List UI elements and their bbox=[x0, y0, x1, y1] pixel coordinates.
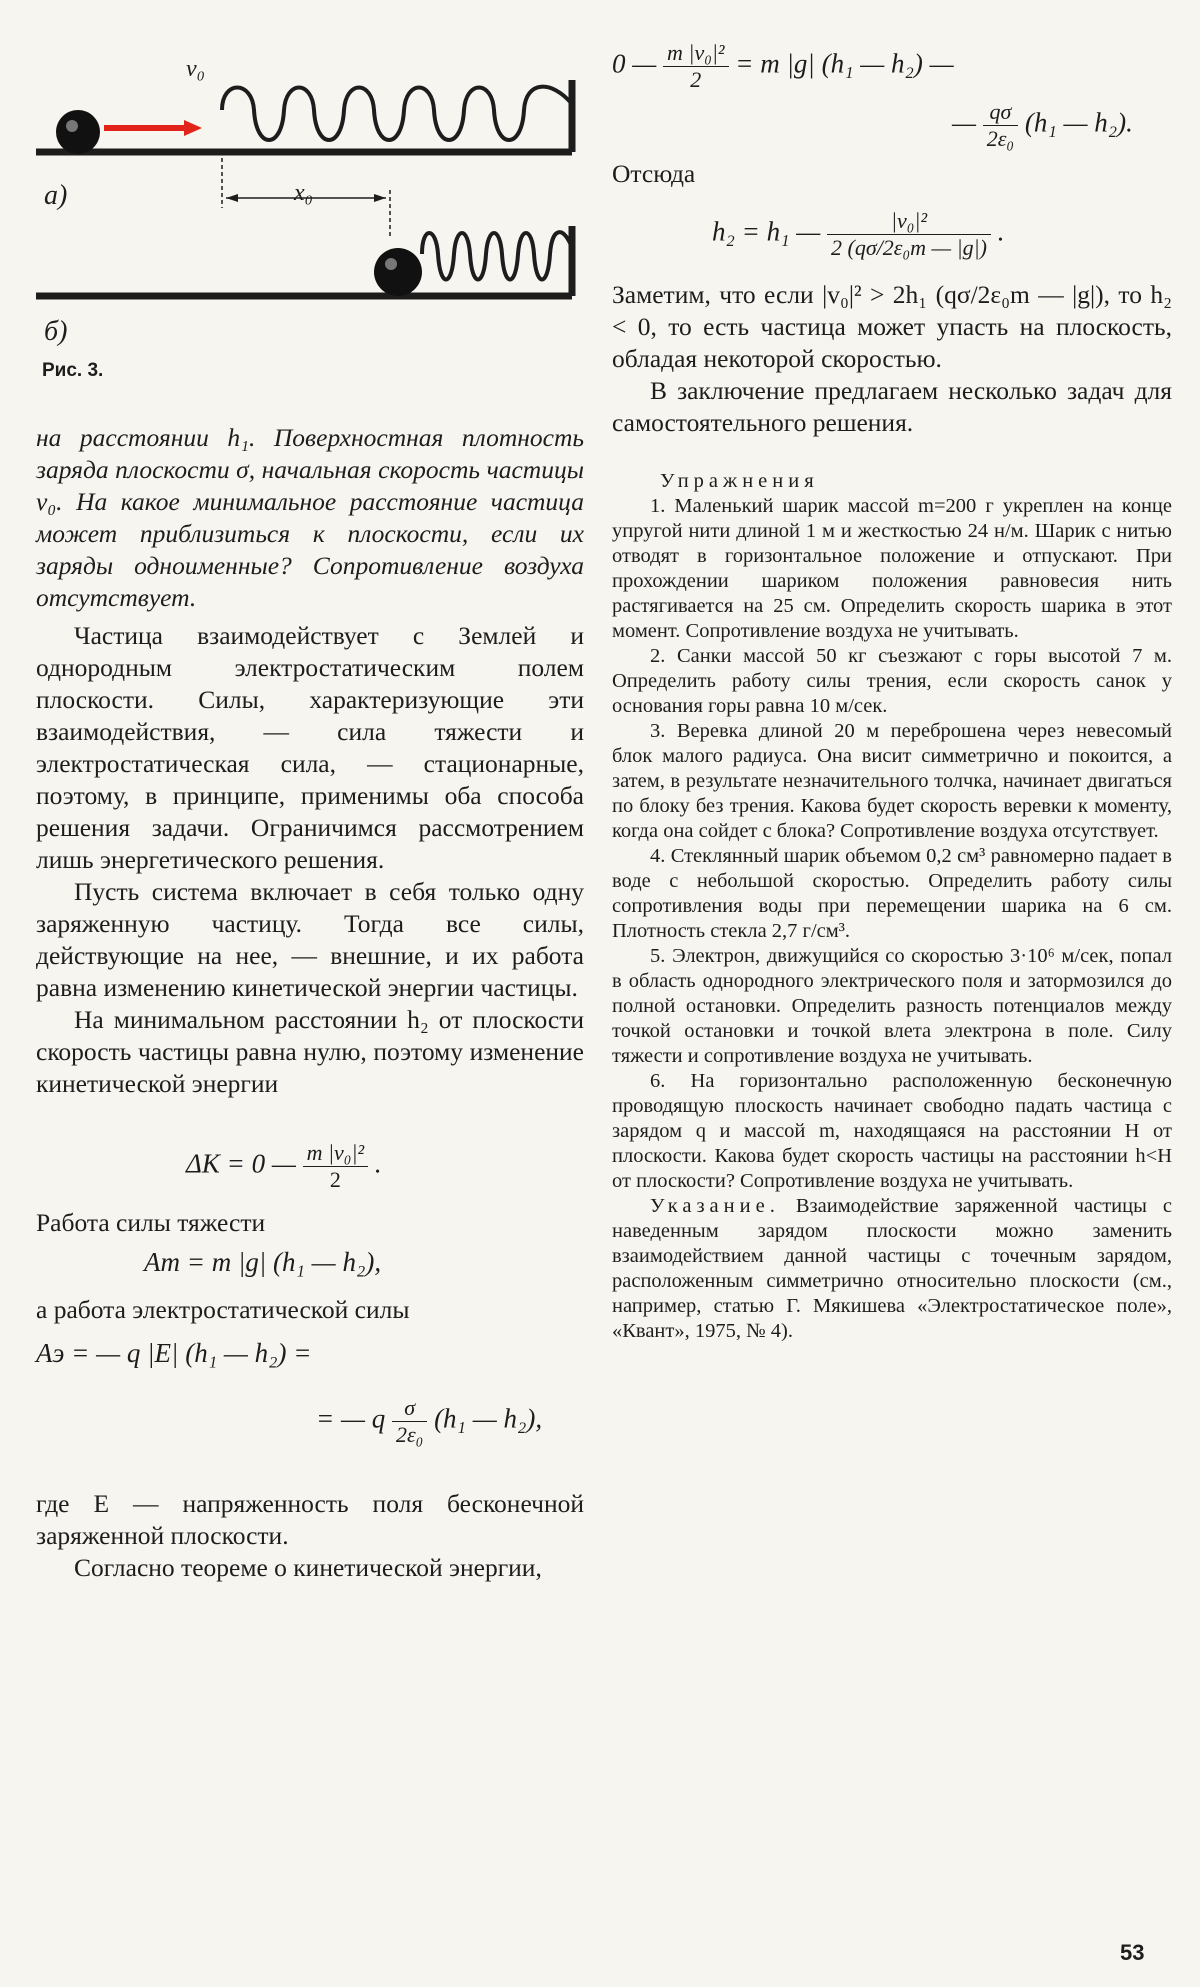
equation-gravity-work: Aт = m |g| (h₁ — h₂), bbox=[144, 1247, 382, 1277]
paragraph-1: Частица взаимодействует с Землей и однородным электростатическим полем плоскости. Силы, характеризующие эти взаимодействия, — сила тяжести и электростатическая сила, — стационарные, поэтому, в принципе, применимы оба способа решения задачи. Ограничимся рассмотрением лишь энергетического решения. bbox=[36, 621, 584, 874]
spring-a bbox=[222, 87, 572, 140]
paragraph-2: Пусть система включает в себя только одну заряженную частицу. Тогда все силы, действующие на нее, — внешние, и их работа равна изменению кинетической энергии частицы. bbox=[36, 877, 584, 1002]
equation-energy-theorem: 0 — $\frac{\text{m |v₀|²}}{2}$ = m |g| (h₁ — h₂) — bbox=[612, 40, 954, 92]
spring-b bbox=[422, 232, 572, 279]
paragraph-8: Заметим, что если |v₀|² > 2h₁ (qσ/2ε₀m — |g|), то h₂ < 0, то есть частица может упасть на плоскость, обладая некоторой скоростью. bbox=[612, 280, 1172, 373]
page-number: 53 bbox=[1120, 1940, 1145, 1965]
equation-delta-k: ΔK = 0 — $\frac{\text{m |v₀|²}}{2}$ . bbox=[186, 1140, 382, 1192]
ball-a bbox=[56, 110, 100, 154]
equation-h2: h₂ = h₁ — $\frac{\text{|v₀|²}}{\text{2 (qσ/2ε₀m — |g|)}}$ . bbox=[712, 208, 1005, 260]
paragraph-6: где E — напряженность поля бесконечной заряженной плоскости. bbox=[36, 1489, 584, 1550]
exercise-5: 5. Электрон, движущийся со скоростью 3·10⁶ м/сек, попал в область однородного электрического поля и затормозился до полной остановки. Определить разность потенциалов между точкой остановки и точкой влета электрона в поле. Силу тяжести и сопротивление воздуха не учитывать. bbox=[612, 945, 1172, 1067]
label-b: б) bbox=[44, 316, 68, 347]
equation-energy-theorem-2: — $\frac{q\sigma}{\text{2ε₀}}$ (h₁ — h₂). bbox=[952, 99, 1133, 151]
paragraph-7: Согласно теореме о кинетической энергии, bbox=[74, 1553, 542, 1582]
paragraph-5: а работа электростатической силы bbox=[36, 1295, 410, 1324]
exercise-4: 4. Стеклянный шарик объемом 0,2 см³ равномерно падает в воде с небольшой скоростью. Определить работу силы сопротивления воды при перемещении шарика на 6 см. Плотность стекла 2,7 г/см³. bbox=[612, 845, 1172, 942]
otsyuda-label: Отсюда bbox=[612, 159, 696, 188]
figure-caption: Рис. 3. bbox=[42, 360, 104, 381]
equation-electric-work-2: = — q $\frac{\sigma}{\text{2ε₀}}$ (h₁ — h₂), bbox=[316, 1395, 543, 1447]
exercise-1: 1. Маленький шарик массой m=200 г укреплен на конце упругой нити длиной 1 м и жесткостью 24 н/м. Шарик с нитью отводят в горизонтальное положение и отпускают. При прохождении шариком положения равновесия нить растягивается на 25 см. Определить скорость шарика в этот момент. Сопротивление воздуха не учитывать. bbox=[612, 495, 1172, 642]
paragraph-4: Работа силы тяжести bbox=[36, 1208, 266, 1237]
hint-text: Взаимодействие заряженной частицы с наведенным зарядом плоскости можно заменить взаимодействием данной частицы с точечным зарядом, расположенным симметрично относительно плоскости (см., например, статью Г. Мякишева «Электростатическое поле», «Квант», 1975, № 4). bbox=[612, 1195, 1173, 1342]
v0-label: v₀ bbox=[186, 56, 205, 82]
right-column bbox=[612, 40, 1172, 1344]
hint bbox=[612, 1194, 1172, 1344]
problem-statement: на расстоянии h₁. Поверхностная плотность заряда плоскости σ, начальная скорость частицы v₀. На какое минимальное расстояние частица может приблизиться к плоскости, если их заряды одноименные? Сопротивление воздуха отсутствует. bbox=[36, 423, 584, 612]
equation-electric-work: Aэ = — q |E| (h₁ — h₂) = bbox=[36, 1338, 312, 1368]
figure-3 bbox=[36, 40, 584, 381]
hint-label: Указание. bbox=[650, 1195, 780, 1217]
exercise-6: 6. На горизонтально расположенную бесконечную проводящую плоскость начинает свободно падать частица с зарядом q и массой m, находящаяся на расстоянии H от плоскости. Какова будет скорость частицы на расстоянии h<H от плоскости? Сопротивление воздуха не учитывать. bbox=[612, 1070, 1172, 1192]
paragraph-3: На минимальном расстоянии h₂ от плоскости скорость частицы равна нулю, поэтому изменение кинетической энергии bbox=[36, 1005, 584, 1098]
exercise-2: 2. Санки массой 50 кг съезжают с горы высотой 7 м. Определить работу силы трения, если скорость санок у основания горы равна 10 м/сек. bbox=[612, 645, 1172, 717]
left-column bbox=[36, 40, 584, 1584]
x0-label: x₀ bbox=[294, 180, 313, 206]
paragraph-9: В заключение предлагаем несколько задач для самостоятельного решения. bbox=[612, 376, 1172, 437]
label-a: а) bbox=[44, 180, 68, 211]
ball-b bbox=[374, 248, 422, 296]
exercise-3: 3. Веревка длиной 20 м переброшена через невесомый блок малого радиуса. Она висит симметрично и покоится, а затем, в результате незначительного толчка, начинает двигаться по блоку без трения. Какова будет скорость веревки к моменту, когда она сойдет с блока? Сопротивление воздуха отсутствует. bbox=[612, 720, 1172, 842]
exercises-title: Упражнения bbox=[660, 470, 819, 492]
